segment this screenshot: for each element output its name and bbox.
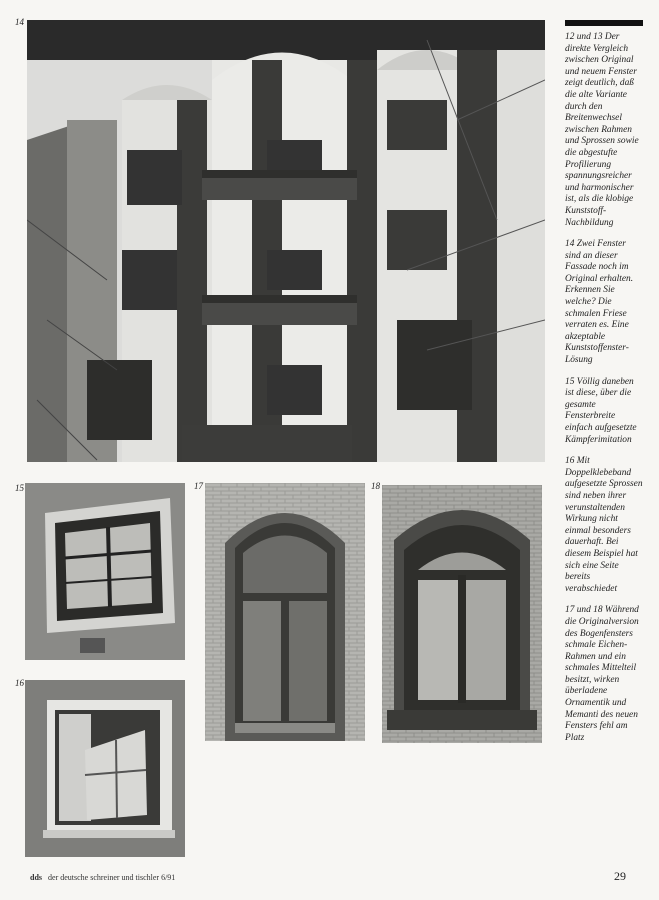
figure-number-15: 15 <box>15 483 24 493</box>
caption-12-13: 12 und 13 Der direkte Vergleich zwischen Original und neuem Fenster zeigt deutlich, daß die alte Variante durch den Breitenwechsel zwischen Rahmen und Sprossen sowie die abgestufte Profilierung spannungsreicher und harmonischer ist, als die klobige Kunststoff-Nachbildung <box>565 32 639 228</box>
figure-15-window-photo <box>25 483 185 660</box>
page-number: 29 <box>614 869 626 883</box>
figure-14-facade-photo <box>27 20 545 462</box>
figure-number-17: 17 <box>194 481 203 491</box>
caption-15: 15 Völlig daneben ist diese, über die gesamte Fensterbreite einfach aufgesetzte Kämpferimitation <box>565 376 637 445</box>
caption-16: 16 Mit Doppelklebeband aufgesetzte Sprossen sind neben ihrer verunstaltenden Wirkung nicht einmal besonders dauerhaft. Bei diesem Beispiel hat sich eine Seite bereits verabschiedet <box>565 456 643 594</box>
caption-17-18: 17 und 18 Während die Originalversion des Bogenfensters schmale Eichen-Rahmen und ein schmales Mittelteil besitzt, wirken überladene Ornamentik und Memanti des neuen Fensters fehl am Platz <box>565 605 639 743</box>
figure-number-16: 16 <box>15 678 24 688</box>
caption-sidebar <box>565 20 643 754</box>
caption-14: 14 Zwei Fenster sind an dieser Fassade noch im Original erhalten. Erkennen Sie welche? Die schmalen Friese verraten es. Eine akzeptable Kunststoffenster-Lösung <box>565 239 634 366</box>
footer-credit <box>30 873 175 882</box>
footer-brand: dds <box>30 873 43 882</box>
figure-number-14: 14 <box>15 17 24 27</box>
figure-16-window-photo <box>25 680 185 857</box>
sidebar-rule <box>565 20 643 26</box>
figure-17-arched-window-photo <box>205 483 365 741</box>
footer-publication: der deutsche schreiner und tischler 6/91 <box>48 873 176 882</box>
figure-number-18: 18 <box>371 481 380 491</box>
figure-18-arched-window-photo <box>382 485 542 743</box>
